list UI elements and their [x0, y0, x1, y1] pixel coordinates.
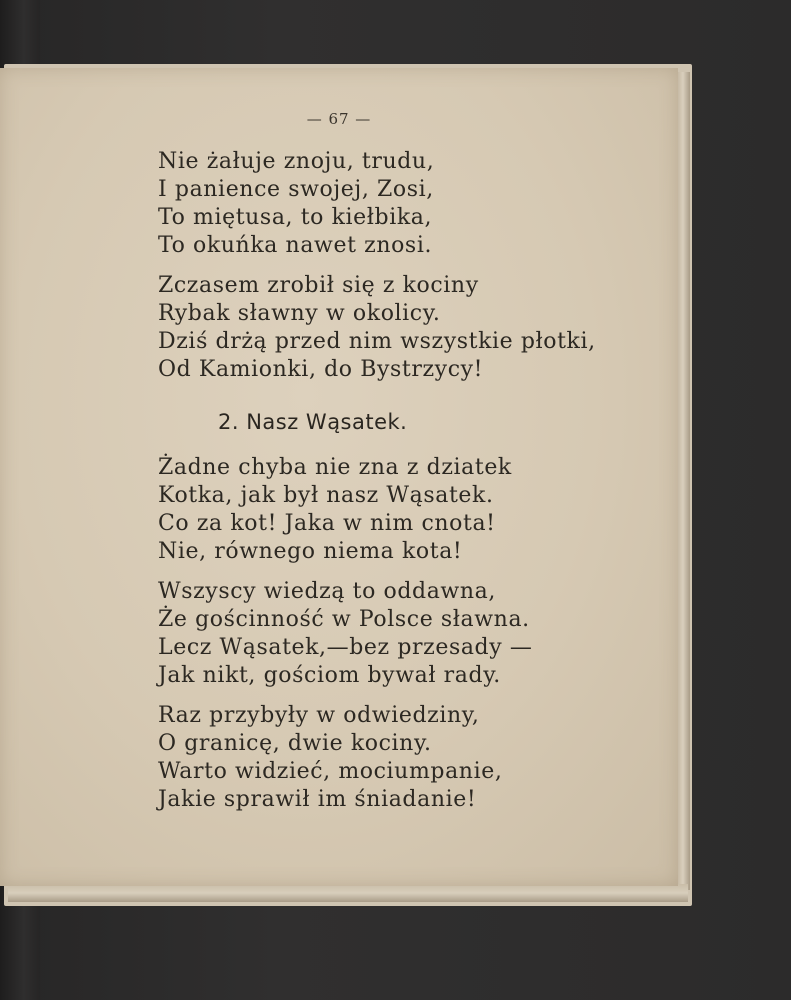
poem-line: To okuńka nawet znosi. [158, 233, 433, 258]
page-number: — 67 — [306, 110, 372, 128]
poem-line: I panience swojej, Zosi, [158, 177, 434, 202]
poem-line: Warto widzieć, mociumpanie, [158, 759, 503, 784]
stanza-5 [158, 702, 658, 814]
page-right-edge [676, 72, 690, 890]
stanza-1 [158, 148, 658, 260]
stanza-4 [158, 578, 658, 690]
poem-line: Rybak sławny w okolicy. [158, 301, 441, 326]
poem-line: Wszyscy wiedzą to oddawna, [158, 579, 496, 604]
stanza-2 [158, 272, 658, 384]
poem-line: Kotka, jak był nasz Wąsatek. [158, 483, 494, 508]
poem-line: Żadne chyba nie zna z dziatek [158, 455, 512, 480]
stanza-3 [158, 454, 658, 566]
poem-line: Nie, równego niema kota! [158, 539, 463, 564]
book-page [0, 68, 678, 886]
poem-line: Raz przybyły w odwiedziny, [158, 703, 480, 728]
poem-line: To miętusa, to kiełbika, [158, 205, 433, 230]
section-heading: 2. Nasz Wąsatek. [218, 410, 408, 434]
poem-line: Od Kamionki, do Bystrzycy! [158, 357, 484, 382]
poem-line: Zczasem zrobił się z kociny [158, 273, 479, 298]
poem-line: Co za kot! Jaka w nim cnota! [158, 511, 496, 536]
poem-text [158, 148, 658, 826]
poem-line: Lecz Wąsatek,—bez przesady — [158, 635, 533, 660]
page-bottom-edge [8, 884, 688, 902]
poem-line: Jak nikt, gościom bywał rady. [158, 663, 501, 688]
poem-line: Jakie sprawił im śniadanie! [158, 787, 477, 812]
poem-line: Nie żałuje znoju, trudu, [158, 149, 435, 174]
poem-line: O granicę, dwie kociny. [158, 731, 432, 756]
poem-line: Dziś drżą przed nim wszystkie płotki, [158, 329, 596, 354]
poem-line: Że gościnność w Polsce sławna. [158, 607, 530, 632]
